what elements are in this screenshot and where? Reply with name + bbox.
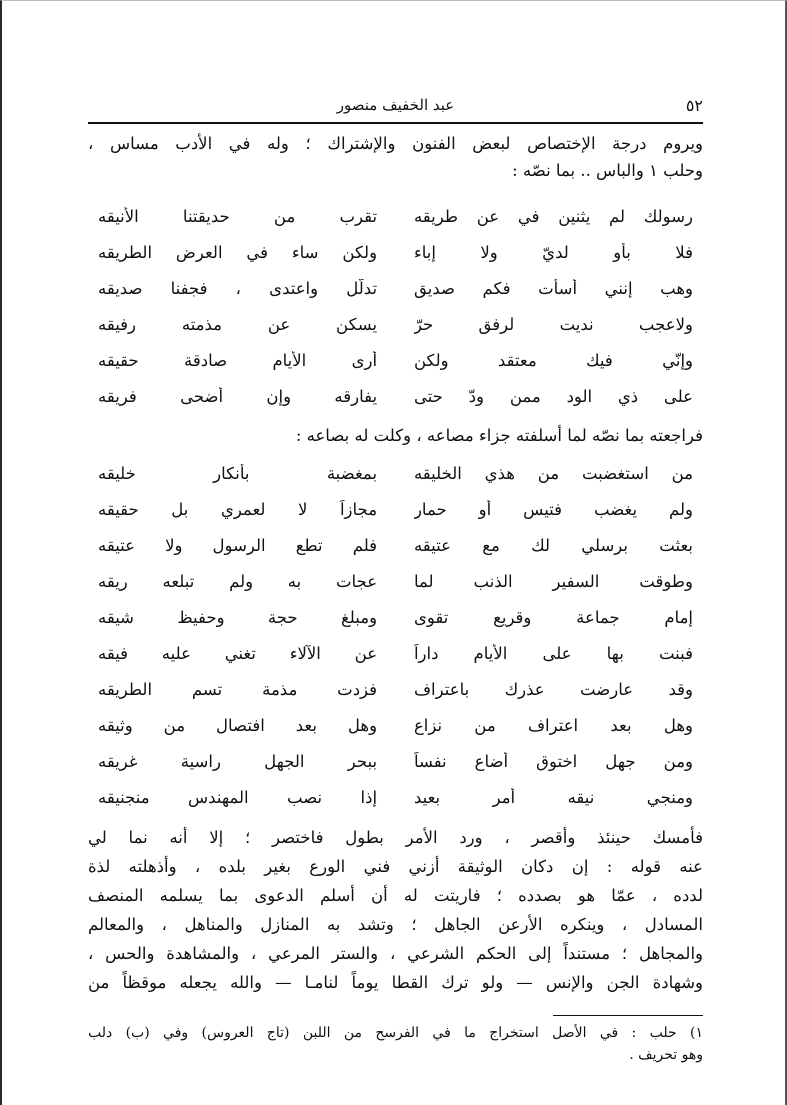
hemistich-first: إمام جماعة وقريع تقوى [413, 607, 693, 627]
hemistich-second: يفارقه وإن أضحى فريقه [98, 386, 378, 406]
hemistich-first: من استغضبت من هذي الخليقه [413, 463, 693, 483]
closing-line: والمجاهل ؛ مستنداً إلى الحكم الشرعي ، والستر المرعي ، والمشاهدة والحس ، [88, 944, 703, 963]
verse-row [88, 378, 703, 414]
footnote [88, 1022, 703, 1066]
intro-line: وحلب ١ والباس .. بما نصّه : [512, 161, 703, 180]
hemistich-first: رسولك لم يثنين في عن طريقه [413, 206, 693, 226]
hemistich-second: ببحر الجهل راسية غريقه [98, 751, 378, 771]
verse-row [88, 779, 703, 815]
hemistich-first: وهب إنني أسأت فكم صديق [413, 278, 693, 298]
page-header [88, 92, 703, 122]
footnote-line: وهو تحريف . [629, 1047, 703, 1063]
verse-row [88, 270, 703, 306]
middle-paragraph [88, 422, 703, 449]
verse-row [88, 563, 703, 599]
page-content [88, 92, 703, 1066]
hemistich-first: فبنت بها على الأيام داراً [413, 643, 693, 663]
hemistich-second: عجات به ولم تبلعه ريقه [98, 571, 378, 591]
verse-row [88, 491, 703, 527]
closing-line: وشهادة الجن والإنس — ولو ترك القطا يوماً لنامـا — والله يجعله موقظاً من [88, 973, 703, 992]
hemistich-second: تدلّل واعتدى ، فجفنا صديقه [98, 278, 378, 298]
verse-row [88, 455, 703, 491]
verse-row [88, 234, 703, 270]
header-rule [88, 122, 703, 124]
running-title: عبد الخفيف منصور [336, 96, 455, 114]
hemistich-first: ومن جهل اختوق أضاع نفساً [413, 751, 693, 771]
hemistich-second: مجازاً لا لعمري بل حقيقه [98, 499, 378, 519]
verse-row [88, 671, 703, 707]
verse-row [88, 707, 703, 743]
hemistich-second: إذا نصب المهندس منجنيقه [98, 787, 378, 807]
poem-first [88, 198, 703, 414]
hemistich-second: تقرب من حديقتنا الأنيقه [98, 206, 378, 226]
hemistich-first: فلا بأو لديّ ولا إباء [413, 242, 693, 262]
closing-line: عنه قوله : إن دكان الوثيقة أزني فني الورع بغير بلده ، وأذهلته لذة [88, 857, 703, 876]
hemistich-first: وإنّي فيك معتقد ولكن [413, 350, 693, 370]
middle-line: فراجعته بما نصّه لما أسلفته جزاء مصاعه ، وكلت له بصاعه : [295, 426, 703, 445]
verse-row [88, 527, 703, 563]
verse-row [88, 743, 703, 779]
hemistich-second: أرى الأيام صادقة حقيقه [98, 350, 378, 370]
poem-second [88, 455, 703, 815]
hemistich-first: ومنجي نيقه أمر بعيد [413, 787, 693, 807]
verse-row [88, 342, 703, 378]
hemistich-first: ولاعجب نديت لرفق حرّ [413, 314, 693, 334]
verse-row [88, 306, 703, 342]
verse-row [88, 198, 703, 234]
hemistich-first: وقد عارضت عذرك باعتراف [413, 679, 693, 699]
hemistich-second: عن الآلاء تغني عليه فيقه [98, 643, 378, 663]
hemistich-second: ومبلغ حجة وحفيظ شيقه [98, 607, 378, 627]
hemistich-second: فزدت مذمة تسم الطريقه [98, 679, 378, 699]
hemistich-first: على ذي الود ممن ودّ حتى [413, 386, 693, 406]
hemistich-second: ولكن ساء في العرض الطريقه [98, 242, 378, 262]
hemistich-first: ولم يغضب فتيس أو حمار [413, 499, 693, 519]
page-number: ٥٢ [685, 96, 703, 115]
hemistich-second: يسكن عن مذمته رفيقه [98, 314, 378, 334]
closing-paragraph [88, 823, 703, 997]
closing-line: فأمسك حينئذ وأقصر ، ورد الأمر بطول فاختصر ؛ إلا أنه نما لي [88, 828, 703, 847]
verse-row [88, 635, 703, 671]
closing-line: لدده ، عمّا هو بصدده ؛ فاريتت له أن أسلم الدعوى بما يسلمه المنصف [88, 886, 703, 905]
footnote-line: ١) حلب : في الأصل استخراج ما في الفرسح من اللبن (تاج العروس) وفي (ب) دلب [88, 1025, 703, 1041]
intro-paragraph [88, 130, 703, 184]
hemistich-first: وطوقت السفير الذنب لما [413, 571, 693, 591]
closing-line: المسادل ، وينكره الأرعن الجاهل ؛ وتشد به المنازل والمناهل ، والمعالم [88, 915, 703, 934]
intro-line: ويروم درجة الإختصاص لبعض الفنون والإشتراك ؛ وله في الأدب مساس ، [88, 134, 703, 153]
hemistich-first: بعثت برسلي لك مع عتيقه [413, 535, 693, 555]
hemistich-first: وهل بعد اعتراف من نزاع [413, 715, 693, 735]
hemistich-second: فلم تطع الرسول ولا عتيقه [98, 535, 378, 555]
hemistich-second: بمغضبة بأنكار خليقه [98, 463, 378, 483]
verse-row [88, 599, 703, 635]
hemistich-second: وهل بعد افتصال من وثيقه [98, 715, 378, 735]
footnote-rule [553, 1015, 703, 1016]
